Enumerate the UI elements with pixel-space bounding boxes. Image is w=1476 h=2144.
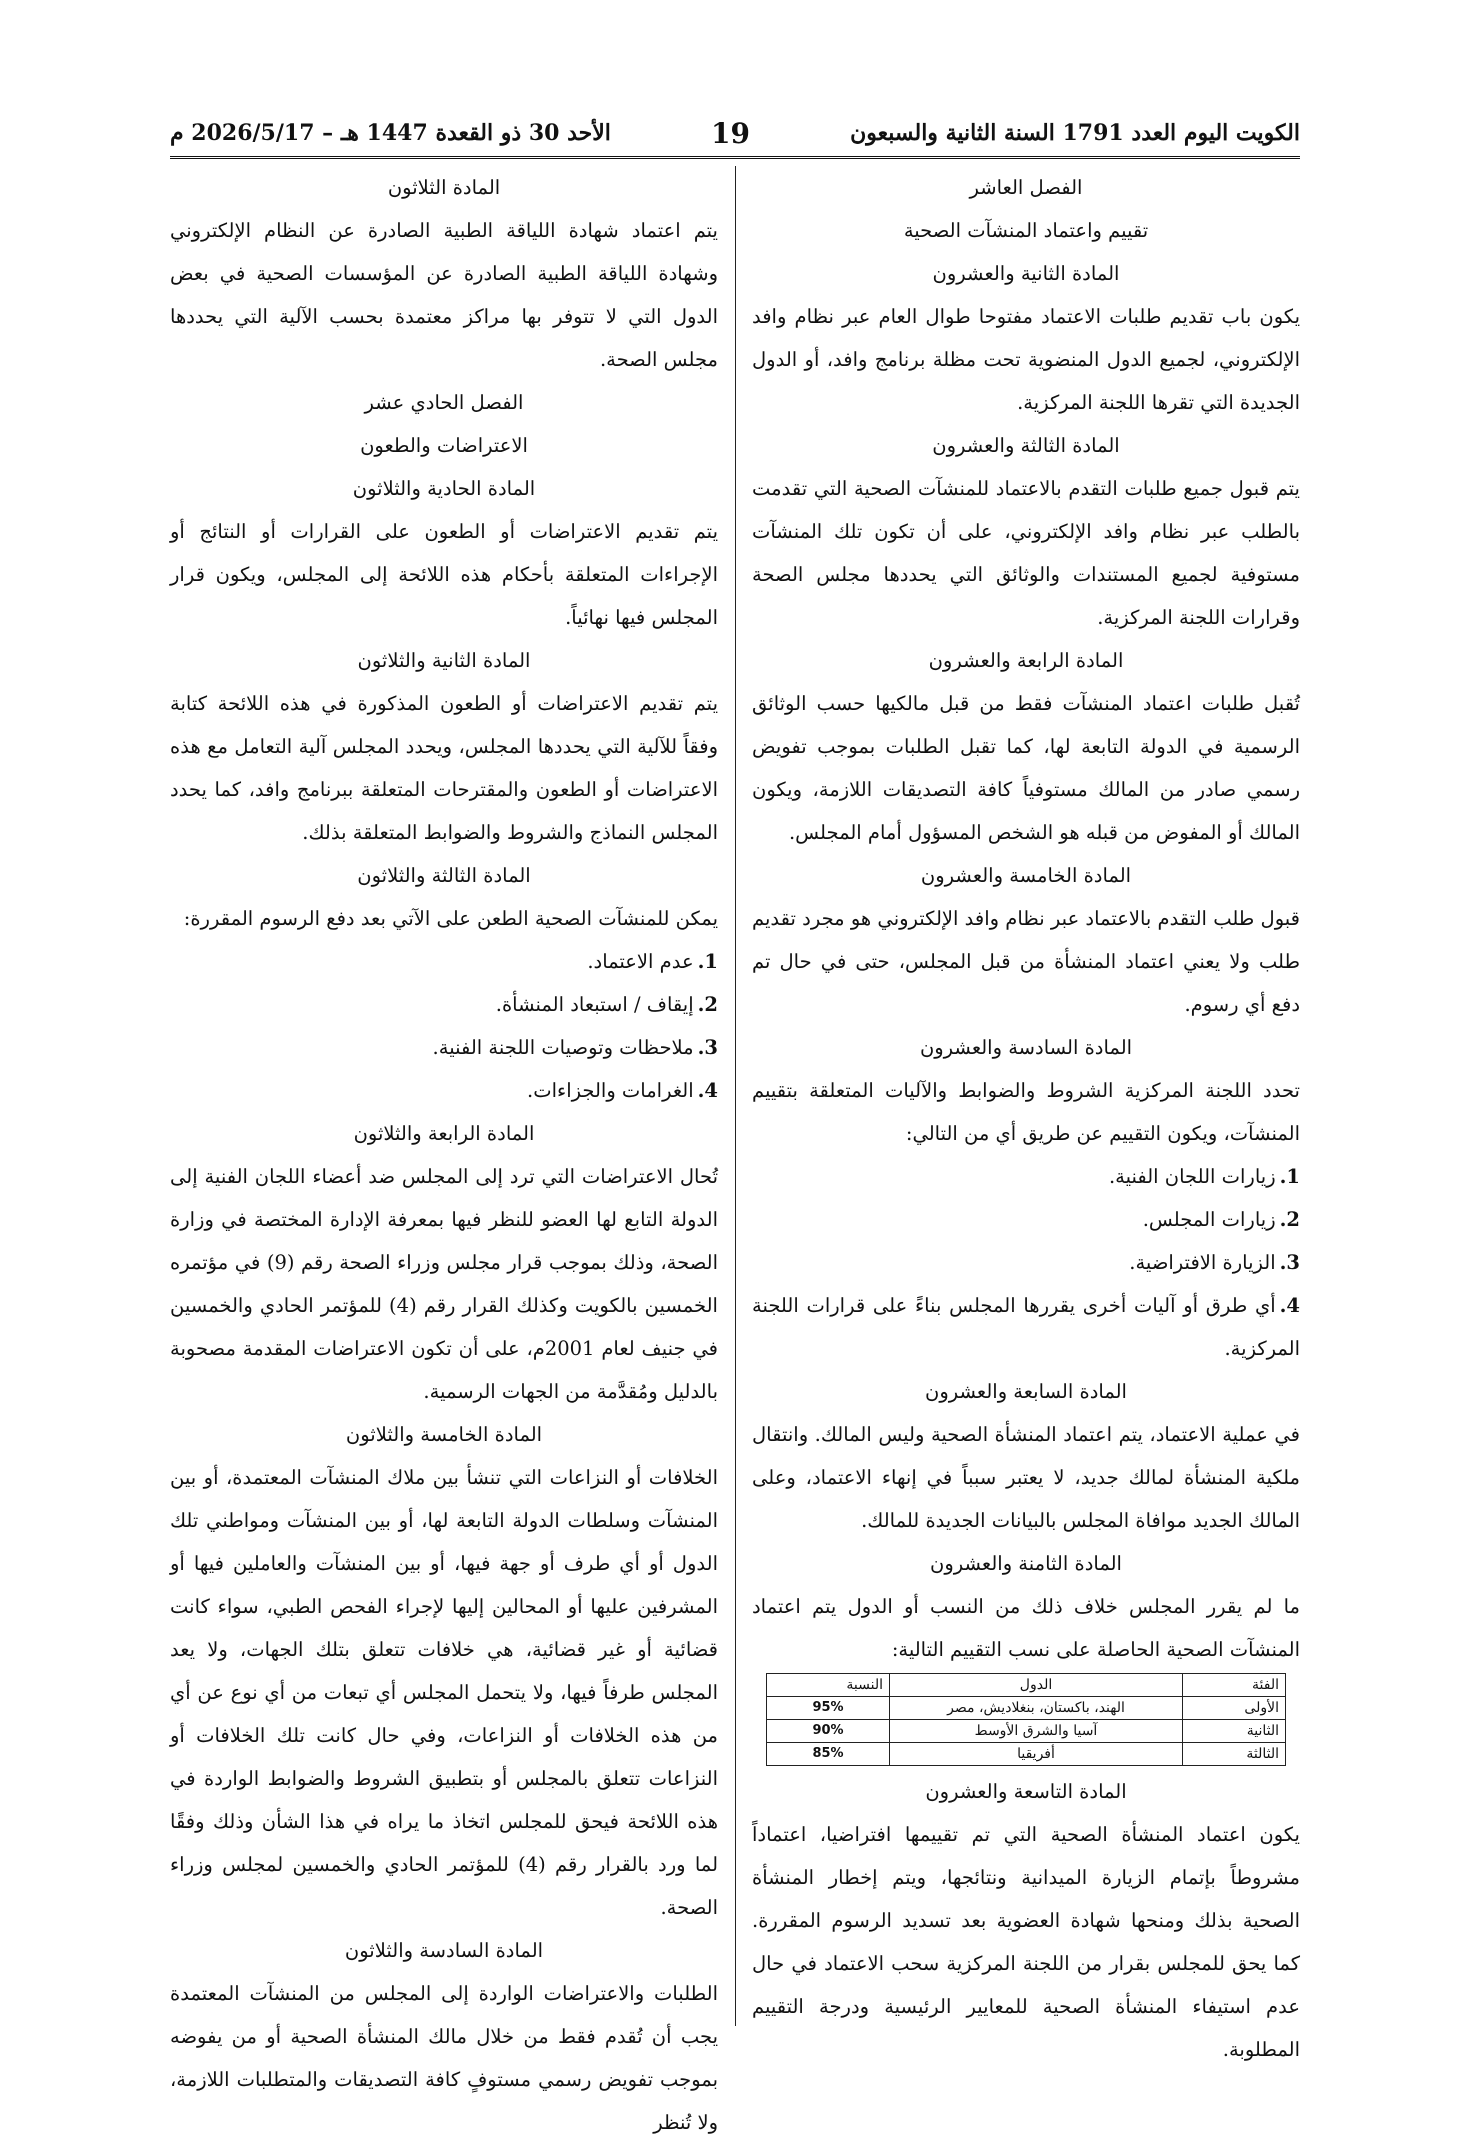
chapter-subtitle: تقييم واعتماد المنشآت الصحية (903, 219, 1149, 242)
chapter-title: الفصل الحادي عشر (364, 391, 524, 414)
list-item: 3.ملاحظات وتوصيات اللجنة الفنية. (432, 1036, 718, 1059)
columns (170, 166, 1300, 2134)
rates-table (766, 1673, 1286, 1766)
article-text: يمكن للمنشآت الصحية الطعن على الآتي بعد دفع الرسوم المقررة: (183, 907, 718, 930)
article-text: ما لم يقرر المجلس خلاف ذلك من النسب أو الدول يتم اعتماد المنشآت الصحية الحاصلة على نسب التقييم التالية: (752, 1595, 1300, 1661)
list-item: 4.الغرامات والجزاءات. (527, 1079, 718, 1102)
article-title: المادة الخامسة والثلاثون (345, 1423, 543, 1446)
table-header-cell: النسبة (767, 1674, 890, 1697)
article-title: المادة الثالثة والثلاثون (357, 864, 531, 887)
header-issue: الكويت اليوم العدد 1791 السنة الثانية والسبعون (850, 120, 1300, 146)
article-title: المادة الرابعة والعشرون (928, 649, 1124, 672)
list-item: 2.زيارات المجلس. (1142, 1208, 1300, 1231)
right-column (752, 166, 1300, 2061)
article-text: تُحال الاعتراضات التي ترد إلى المجلس ضد أعضاء اللجان الفنية إلى الدولة التابع لها العضو للنظر فيها بمعرفة الإدارة المختصة في وزارة الصحة، وذلك بموجب قرار مجلس وزراء الصحة رقم (9) في مؤتمره الخمسين بالكويت وكذلك القرار رقم (4) للمؤتمر الحادي والخمسين في جنيف لعام 2001م، على أن تكون الاعتراضات المقدمة مصحوبة بالدليل ومُقدَّمة من الجهات الرسمية. (170, 1165, 718, 1403)
article-text: يتم تقديم الاعتراضات أو الطعون على القرارات أو النتائج أو الإجراءات المتعلقة بأحكام هذه اللائحة إلى المجلس، ويكون قرار المجلس فيها نهائياً. (170, 520, 718, 629)
left-column (170, 166, 719, 2134)
table-cell: الأولى (1183, 1697, 1286, 1720)
article-text: يتم قبول جميع طلبات التقدم بالاعتماد للمنشآت الصحية التي تقدمت بالطلب عبر نظام وافد الإلكتروني، على أن تكون تلك المنشآت مستوفية لجميع المستندات والوثائق التي يحددها مجلس الصحة وقرارات اللجنة المركزية. (752, 477, 1300, 629)
article-text: يكون باب تقديم طلبات الاعتماد مفتوحا طوال العام عبر نظام وافد الإلكتروني، لجميع الدول المنضوية تحت مظلة برنامج وافد، أو الدول الجديدة التي تقرها اللجنة المركزية. (752, 305, 1300, 414)
article-title: المادة السادسة والعشرون (919, 1036, 1133, 1059)
article-title: المادة الحادية والثلاثون (352, 477, 536, 500)
article-title: المادة السابعة والعشرون (925, 1380, 1127, 1403)
table-header-cell: الفئة (1183, 1674, 1286, 1697)
page-number: 19 (711, 116, 750, 150)
table-cell: الهند، باكستان، بنغلاديش، مصر (890, 1697, 1183, 1720)
header-date: الأحد 30 ذو القعدة 1447 هـ – 2026/5/17 م (170, 120, 611, 146)
table-cell: 90% (767, 1720, 890, 1743)
list-item: 1.زيارات اللجان الفنية. (1108, 1165, 1300, 1188)
table-row (767, 1720, 1286, 1743)
table-cell: آسيا والشرق الأوسط (890, 1720, 1183, 1743)
list-item: 2.إيقاف / استبعاد المنشأة. (495, 993, 718, 1016)
article-text: تُقبل طلبات اعتماد المنشآت فقط من قبل مالكيها حسب الوثائق الرسمية في الدولة التابعة لها، كما تقبل الطلبات بموجب تفويض رسمي صادر من المالك مستوفياً كافة التصديقات اللازمة، ويكون المالك أو المفوض من قبله هو الشخص المسؤول أمام المجلس. (752, 692, 1300, 844)
article-title: المادة التاسعة والعشرون (925, 1780, 1127, 1803)
list-item: 1.عدم الاعتماد. (587, 950, 718, 973)
article-text: في عملية الاعتماد، يتم اعتماد المنشأة الصحية وليس المالك. وانتقال ملكية المنشأة لمالك جديد، لا يعتبر سبباً في إنهاء الاعتماد، وعلى المالك الجديد موافاة المجلس بالبيانات الجديدة للمالك. (752, 1423, 1300, 1532)
gazette-page (170, 110, 1300, 2134)
article-text: يتم اعتماد شهادة اللياقة الطبية الصادرة عن النظام الإلكتروني وشهادة اللياقة الطبية الصادرة عن المؤسسات الصحية في بعض الدول التي لا تتوفر بها مراكز معتمدة بحسب الآلية التي يحددها مجلس الصحة. (170, 219, 718, 371)
article-title: المادة السادسة والثلاثون (344, 1939, 544, 1962)
article-title: المادة الرابعة والثلاثون (353, 1122, 535, 1145)
chapter-title: الفصل العاشر (969, 176, 1083, 199)
page-header (170, 110, 1300, 159)
article-text: الخلافات أو النزاعات التي تنشأ بين ملاك المنشآت المعتمدة، أو بين المنشآت وسلطات الدولة التابعة لها، أو بين المنشآت ومواطني تلك الدول أو أي طرف أو جهة فيها، أو بين المنشآت والعاملين فيها أو المشرفين عليها أو المحالين إليها لإجراء الفحص الطبي، سواء كانت قضائية أو غير قضائية، هي خلافات تتعلق بتلك الجهات، ولا يعد المجلس طرفاً فيها، ولا يتحمل المجلس أي تبعات من أي نوع عن أي من هذه الخلافات أو النزاعات، وفي حال كانت تلك الخلافات أو النزاعات تتعلق بالمجلس أو بتطبيق الشروط والضوابط الواردة في هذه اللائحة فيحق للمجلس اتخاذ ما يراه في هذا الشأن وذلك وفقًا لما ورد بالقرار رقم (4) للمؤتمر الحادي والخمسين لمجلس وزراء الصحة. (170, 1466, 719, 1919)
table-cell: أفريقيا (890, 1743, 1183, 1766)
list-item: 4.أي طرق أو آليات أخرى يقررها المجلس بناءً على قرارات اللجنة المركزية. (752, 1294, 1300, 1360)
article-text: قبول طلب التقدم بالاعتماد عبر نظام وافد الإلكتروني هو مجرد تقديم طلب ولا يعني اعتماد المنشأة من قبل المجلس، حتى في حال تم دفع أي رسوم. (752, 907, 1300, 1016)
table-header-cell: الدول (890, 1674, 1183, 1697)
table-row (767, 1697, 1286, 1720)
article-text: يتم تقديم الاعتراضات أو الطعون المذكورة في هذه اللائحة كتابة وفقاً للآلية التي يحددها المجلس، ويحدد المجلس آلية التعامل مع هذه الاعتراضات أو الطعون والمقترحات المتعلقة ببرنامج وافد، كما يحدد المجلس النماذج والشروط والضوابط المتعلقة بذلك. (170, 692, 718, 844)
article-title: المادة الثلاثون (387, 176, 501, 199)
list-item: 3.الزيارة الافتراضية. (1129, 1251, 1300, 1274)
table-cell: الثالثة (1183, 1743, 1286, 1766)
article-title: المادة الثالثة والعشرون (932, 434, 1120, 457)
article-text: يكون اعتماد المنشأة الصحية التي تم تقييمها افتراضيا، اعتماداً مشروطاً بإتمام الزيارة الميدانية ونتائجها، ويتم إخطار المنشأة الصحية بذلك ومنحها شهادة العضوية بعد تسديد الرسوم المقررة. كما يحق للمجلس بقرار من اللجنة المركزية سحب الاعتماد في حال عدم استيفاء المنشأة الصحية للمعايير الرئيسية ودرجة التقييم المطلوبة. (752, 1823, 1300, 2061)
table-row (767, 1743, 1286, 1766)
article-title: المادة الثانية والثلاثون (357, 649, 531, 672)
table-cell: 95% (767, 1697, 890, 1720)
table-cell: 85% (767, 1743, 890, 1766)
article-text: تحدد اللجنة المركزية الشروط والضوابط والآليات المتعلقة بتقييم المنشآت، ويكون التقييم عن طريق أي من التالي: (752, 1079, 1300, 1145)
article-title: المادة الخامسة والعشرون (920, 864, 1132, 887)
article-title: المادة الثانية والعشرون (932, 262, 1120, 285)
article-text: الطلبات والاعتراضات الواردة إلى المجلس من المنشآت المعتمدة يجب أن تُقدم فقط من خلال مالك المنشأة الصحية أو من يفوضه بموجب تفويض رسمي مستوفٍ كافة التصديقات والمتطلبات اللازمة، ولا تُنظر (170, 1982, 718, 2134)
table-header-row (767, 1674, 1286, 1697)
chapter-subtitle: الاعتراضات والطعون (360, 434, 528, 457)
table-cell: الثانية (1183, 1720, 1286, 1743)
article-title: المادة الثامنة والعشرون (930, 1552, 1122, 1575)
